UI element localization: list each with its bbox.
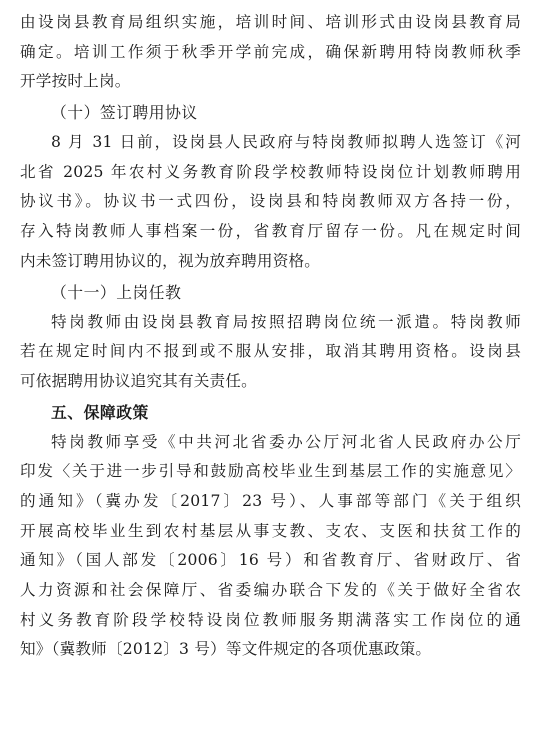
paragraph-line: 确定。培训工作须于秋季开学前完成，确保新聘用特岗教师秋季 [20,42,521,61]
paragraph-line: 特岗教师享受《中共河北省委办公厅河北省人民政府办公厅 [51,432,521,451]
paragraph-line: 开学按时上岗。 [20,72,131,91]
paragraph-line: 8 月 31 日前，设岗县人民政府与特岗教师拟聘人选签订《河 [51,133,521,152]
paragraph-line: 印发〈关于进一步引导和鼓励高校毕业生到基层工作的实施意见〉 [20,462,521,481]
section-heading-11: （十一）上岗任教 [51,282,182,302]
paragraph-line: 由设岗县教育局组织实施，培训时间、培训形式由设岗县教育局 [20,13,521,31]
paragraph-line: 内未签订聘用协议的，视为放弃聘用资格。 [20,251,321,270]
paragraph-line: 的通知》（冀办发〔2017〕23 号）、人事部等部门《关于组织 [20,491,521,510]
section-heading-10: （十）签订聘用协议 [51,103,198,123]
paragraph-line: 村义务教育阶段学校特设岗位教师服务期满落实工作岗位的通 [20,610,521,629]
paragraph-line: 通知》（国人部发〔2006〕16 号）和省教育厅、省财政厅、省 [20,551,521,570]
paragraph-line: 若在规定时间内不报到或不服从安排，取消其聘用资格。设岗县 [20,342,521,361]
paragraph-line: 存入特岗教师人事档案一份，省教育厅留存一份。凡在规定时间 [20,222,521,241]
paragraph-line: 协议书》。协议书一式四份，设岗县和特岗教师双方各持一份， [20,192,521,211]
paragraph-line: 知》（冀教师〔2012〕3 号）等文件规定的各项优惠政策。 [20,640,432,659]
paragraph-line: 开展高校毕业生到农村基层从事支教、支农、支医和扶贫工作的 [20,521,521,540]
paragraph-line: 特岗教师由设岗县教育局按照招聘岗位统一派遣。特岗教师 [51,312,521,331]
paragraph-line: 可依据聘用协议追究其有关责任。 [20,371,257,390]
paragraph-line: 北省 2025 年农村义务教育阶段学校教师特设岗位计划教师聘用 [20,162,521,181]
section-heading-5: 五、保障政策 [51,402,149,422]
paragraph-line: 人力资源和社会保障厅、省委编办联合下发的《关于做好全省农 [20,581,521,599]
